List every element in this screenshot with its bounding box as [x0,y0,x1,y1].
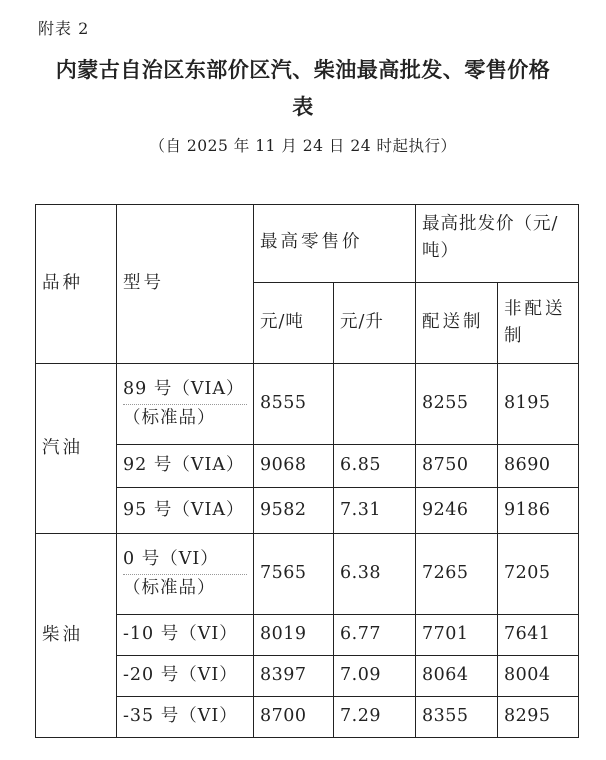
wholesale-delivery: 7701 [416,615,498,656]
header-retail: 最高零售价 [254,205,416,283]
wholesale-delivery: 9246 [416,488,498,534]
retail-ton: 9582 [254,488,334,534]
retail-liter: 7.31 [334,488,416,534]
wholesale-non-delivery: 9186 [498,488,579,534]
page-title-continued: 表 [292,95,314,119]
model-name: -35 号（VI） [117,697,254,738]
wholesale-delivery: 8255 [416,364,498,445]
wholesale-delivery: 7265 [416,534,498,615]
wholesale-non-delivery: 7205 [498,534,579,615]
table-row [36,488,579,534]
model-cell [117,534,254,615]
retail-ton: 8555 [254,364,334,445]
header-yuan-liter: 元/升 [334,283,416,364]
effective-date: （自 2025 年 11 月 24 日 24 时起执行） [149,137,457,155]
table-row [36,534,579,615]
model-name: -10 号（VI） [117,615,254,656]
model-name: 0 号（VI） [123,546,247,574]
retail-ton: 9068 [254,445,334,488]
wholesale-non-delivery: 8004 [498,656,579,697]
model-name: 92 号（VIA） [117,445,254,488]
retail-liter [334,364,416,445]
price-table [35,204,579,738]
header-delivery: 配送制 [416,283,498,364]
model-note: （标准品） [123,577,216,598]
table-row [36,445,579,488]
model-cell [117,364,254,445]
model-note: （标准品） [123,407,216,428]
variety-diesel: 柴油 [36,534,117,738]
header-row [36,205,579,283]
retail-liter: 6.38 [334,534,416,615]
retail-ton: 8019 [254,615,334,656]
table-row [36,656,579,697]
variety-gasoline: 汽油 [36,364,117,534]
header-yuan-ton: 元/吨 [254,283,334,364]
retail-ton: 8397 [254,656,334,697]
retail-liter: 6.77 [334,615,416,656]
retail-ton: 8700 [254,697,334,738]
table-row [36,615,579,656]
retail-liter: 7.09 [334,656,416,697]
wholesale-delivery: 8750 [416,445,498,488]
model-name: 95 号（VIA） [117,488,254,534]
header-model: 型号 [117,205,254,364]
page-title: 内蒙古自治区东部价区汽、柴油最高批发、零售价格 [55,58,551,82]
wholesale-non-delivery: 7641 [498,615,579,656]
wholesale-delivery: 8355 [416,697,498,738]
table-row [36,697,579,738]
wholesale-non-delivery: 8690 [498,445,579,488]
retail-liter: 7.29 [334,697,416,738]
wholesale-non-delivery: 8295 [498,697,579,738]
table-row [36,364,579,445]
model-name: 89 号（VIA） [123,376,247,404]
header-non-delivery: 非配送制 [498,283,579,364]
model-name: -20 号（VI） [117,656,254,697]
header-variety: 品种 [36,205,117,364]
wholesale-delivery: 8064 [416,656,498,697]
wholesale-non-delivery: 8195 [498,364,579,445]
retail-ton: 7565 [254,534,334,615]
retail-liter: 6.85 [334,445,416,488]
annex-label: 附表 2 [38,19,90,38]
header-wholesale: 最高批发价（元/吨） [416,205,579,283]
